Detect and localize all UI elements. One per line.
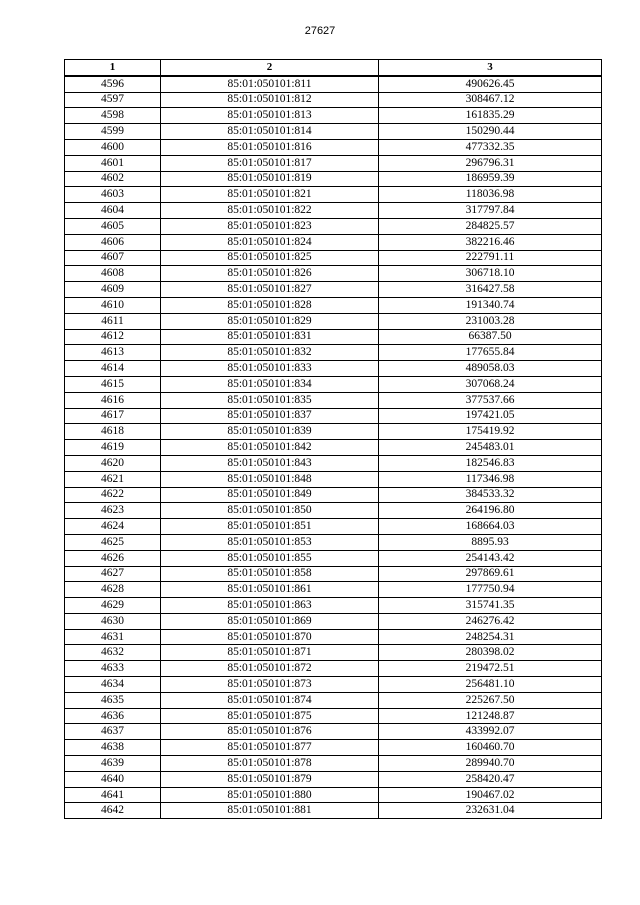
- value-cell: 219472.51: [379, 661, 602, 677]
- row-number-cell: 4637: [65, 724, 161, 740]
- value-cell: 8895.93: [379, 534, 602, 550]
- table-row: [65, 76, 602, 92]
- cadastral-number-cell: 85:01:050101:855: [161, 550, 379, 566]
- value-cell: 246276.42: [379, 613, 602, 629]
- value-cell: 490626.45: [379, 76, 602, 92]
- value-cell: 182546.83: [379, 455, 602, 471]
- row-number-cell: 4604: [65, 203, 161, 219]
- table-row: [65, 313, 602, 329]
- value-cell: 307068.24: [379, 376, 602, 392]
- value-cell: 175419.92: [379, 424, 602, 440]
- table-row: [65, 677, 602, 693]
- value-cell: 150290.44: [379, 124, 602, 140]
- value-cell: 264196.80: [379, 503, 602, 519]
- row-number-cell: 4640: [65, 771, 161, 787]
- row-number-cell: 4634: [65, 677, 161, 693]
- value-cell: 177750.94: [379, 582, 602, 598]
- value-cell: 477332.35: [379, 139, 602, 155]
- column-header-1: 1: [65, 60, 161, 76]
- data-table: [64, 59, 602, 819]
- cadastral-number-cell: 85:01:050101:826: [161, 266, 379, 282]
- row-number-cell: 4626: [65, 550, 161, 566]
- cadastral-number-cell: 85:01:050101:842: [161, 440, 379, 456]
- value-cell: 117346.98: [379, 471, 602, 487]
- table-row: [65, 503, 602, 519]
- cadastral-number-cell: 85:01:050101:829: [161, 313, 379, 329]
- cadastral-number-cell: 85:01:050101:878: [161, 756, 379, 772]
- cadastral-number-cell: 85:01:050101:849: [161, 487, 379, 503]
- table-row: [65, 408, 602, 424]
- row-number-cell: 4636: [65, 708, 161, 724]
- row-number-cell: 4599: [65, 124, 161, 140]
- table-row: [65, 487, 602, 503]
- row-number-cell: 4617: [65, 408, 161, 424]
- cadastral-number-cell: 85:01:050101:822: [161, 203, 379, 219]
- table-row: [65, 424, 602, 440]
- row-number-cell: 4612: [65, 329, 161, 345]
- value-cell: 433992.07: [379, 724, 602, 740]
- row-number-cell: 4628: [65, 582, 161, 598]
- table-row: [65, 756, 602, 772]
- value-cell: 66387.50: [379, 329, 602, 345]
- value-cell: 297869.61: [379, 566, 602, 582]
- table-row: [65, 740, 602, 756]
- row-number-cell: 4627: [65, 566, 161, 582]
- cadastral-number-cell: 85:01:050101:827: [161, 282, 379, 298]
- value-cell: 191340.74: [379, 297, 602, 313]
- row-number-cell: 4598: [65, 108, 161, 124]
- table-row: [65, 218, 602, 234]
- cadastral-number-cell: 85:01:050101:853: [161, 534, 379, 550]
- row-number-cell: 4621: [65, 471, 161, 487]
- value-cell: 160460.70: [379, 740, 602, 756]
- cadastral-number-cell: 85:01:050101:824: [161, 234, 379, 250]
- row-number-cell: 4642: [65, 803, 161, 819]
- row-number-cell: 4639: [65, 756, 161, 772]
- table-row: [65, 613, 602, 629]
- value-cell: 377537.66: [379, 392, 602, 408]
- table-row: [65, 171, 602, 187]
- table-row: [65, 519, 602, 535]
- cadastral-number-cell: 85:01:050101:811: [161, 76, 379, 92]
- cadastral-number-cell: 85:01:050101:879: [161, 771, 379, 787]
- cadastral-number-cell: 85:01:050101:877: [161, 740, 379, 756]
- value-cell: 118036.98: [379, 187, 602, 203]
- row-number-cell: 4635: [65, 692, 161, 708]
- column-header-3: 3: [379, 60, 602, 76]
- page-number: 27627: [304, 25, 336, 37]
- table-row: [65, 345, 602, 361]
- value-cell: 231003.28: [379, 313, 602, 329]
- table-row: [65, 203, 602, 219]
- table-row: [65, 124, 602, 140]
- row-number-cell: 4620: [65, 455, 161, 471]
- cadastral-number-cell: 85:01:050101:814: [161, 124, 379, 140]
- row-number-cell: 4603: [65, 187, 161, 203]
- row-number-cell: 4631: [65, 629, 161, 645]
- row-number-cell: 4605: [65, 218, 161, 234]
- row-number-cell: 4601: [65, 155, 161, 171]
- cadastral-number-cell: 85:01:050101:876: [161, 724, 379, 740]
- row-number-cell: 4611: [65, 313, 161, 329]
- table-row: [65, 92, 602, 108]
- row-number-cell: 4609: [65, 282, 161, 298]
- row-number-cell: 4622: [65, 487, 161, 503]
- row-number-cell: 4600: [65, 139, 161, 155]
- value-cell: 258420.47: [379, 771, 602, 787]
- value-cell: 382216.46: [379, 234, 602, 250]
- row-number-cell: 4623: [65, 503, 161, 519]
- value-cell: 317797.84: [379, 203, 602, 219]
- cadastral-number-cell: 85:01:050101:817: [161, 155, 379, 171]
- table-row: [65, 550, 602, 566]
- table-row: [65, 771, 602, 787]
- table-row: [65, 534, 602, 550]
- row-number-cell: 4616: [65, 392, 161, 408]
- table-row: [65, 708, 602, 724]
- value-cell: 186959.39: [379, 171, 602, 187]
- row-number-cell: 4632: [65, 645, 161, 661]
- row-number-cell: 4638: [65, 740, 161, 756]
- table-row: [65, 139, 602, 155]
- cadastral-number-cell: 85:01:050101:813: [161, 108, 379, 124]
- row-number-cell: 4596: [65, 76, 161, 92]
- row-number-cell: 4602: [65, 171, 161, 187]
- cadastral-number-cell: 85:01:050101:850: [161, 503, 379, 519]
- cadastral-number-cell: 85:01:050101:833: [161, 361, 379, 377]
- table-row: [65, 108, 602, 124]
- table-row: [65, 361, 602, 377]
- table-row: [65, 598, 602, 614]
- table-row: [65, 440, 602, 456]
- cadastral-number-cell: 85:01:050101:874: [161, 692, 379, 708]
- value-cell: 225267.50: [379, 692, 602, 708]
- row-number-cell: 4629: [65, 598, 161, 614]
- table-row: [65, 297, 602, 313]
- table-row: [65, 155, 602, 171]
- table-row: [65, 471, 602, 487]
- cadastral-number-cell: 85:01:050101:825: [161, 250, 379, 266]
- value-cell: 306718.10: [379, 266, 602, 282]
- cadastral-number-cell: 85:01:050101:832: [161, 345, 379, 361]
- value-cell: 232631.04: [379, 803, 602, 819]
- table-row: [65, 282, 602, 298]
- cadastral-number-cell: 85:01:050101:819: [161, 171, 379, 187]
- cadastral-number-cell: 85:01:050101:880: [161, 787, 379, 803]
- table-row: [65, 582, 602, 598]
- cadastral-number-cell: 85:01:050101:870: [161, 629, 379, 645]
- table-row: [65, 645, 602, 661]
- row-number-cell: 4615: [65, 376, 161, 392]
- table-body: [65, 76, 602, 819]
- row-number-cell: 4597: [65, 92, 161, 108]
- cadastral-number-cell: 85:01:050101:837: [161, 408, 379, 424]
- table-row: [65, 787, 602, 803]
- table-row: [65, 692, 602, 708]
- cadastral-number-cell: 85:01:050101:872: [161, 661, 379, 677]
- table-row: [65, 266, 602, 282]
- value-cell: 384533.32: [379, 487, 602, 503]
- table-row: [65, 455, 602, 471]
- row-number-cell: 4624: [65, 519, 161, 535]
- cadastral-number-cell: 85:01:050101:831: [161, 329, 379, 345]
- cadastral-number-cell: 85:01:050101:816: [161, 139, 379, 155]
- row-number-cell: 4614: [65, 361, 161, 377]
- cadastral-number-cell: 85:01:050101:875: [161, 708, 379, 724]
- cadastral-number-cell: 85:01:050101:839: [161, 424, 379, 440]
- cadastral-number-cell: 85:01:050101:861: [161, 582, 379, 598]
- cadastral-number-cell: 85:01:050101:812: [161, 92, 379, 108]
- table-row: [65, 376, 602, 392]
- value-cell: 177655.84: [379, 345, 602, 361]
- cadastral-number-cell: 85:01:050101:835: [161, 392, 379, 408]
- value-cell: 190467.02: [379, 787, 602, 803]
- value-cell: 248254.31: [379, 629, 602, 645]
- row-number-cell: 4619: [65, 440, 161, 456]
- value-cell: 197421.05: [379, 408, 602, 424]
- value-cell: 245483.01: [379, 440, 602, 456]
- cadastral-number-cell: 85:01:050101:873: [161, 677, 379, 693]
- value-cell: 256481.10: [379, 677, 602, 693]
- row-number-cell: 4608: [65, 266, 161, 282]
- value-cell: 308467.12: [379, 92, 602, 108]
- value-cell: 222791.11: [379, 250, 602, 266]
- cadastral-number-cell: 85:01:050101:871: [161, 645, 379, 661]
- table-row: [65, 234, 602, 250]
- cadastral-number-cell: 85:01:050101:848: [161, 471, 379, 487]
- value-cell: 161835.29: [379, 108, 602, 124]
- column-header-2: 2: [161, 60, 379, 76]
- row-number-cell: 4641: [65, 787, 161, 803]
- value-cell: 280398.02: [379, 645, 602, 661]
- value-cell: 254143.42: [379, 550, 602, 566]
- cadastral-number-cell: 85:01:050101:821: [161, 187, 379, 203]
- table-row: [65, 566, 602, 582]
- cadastral-number-cell: 85:01:050101:869: [161, 613, 379, 629]
- table-header-row: [65, 60, 602, 76]
- cadastral-number-cell: 85:01:050101:851: [161, 519, 379, 535]
- cadastral-number-cell: 85:01:050101:834: [161, 376, 379, 392]
- cadastral-number-cell: 85:01:050101:828: [161, 297, 379, 313]
- value-cell: 121248.87: [379, 708, 602, 724]
- row-number-cell: 4607: [65, 250, 161, 266]
- value-cell: 289940.70: [379, 756, 602, 772]
- table-row: [65, 803, 602, 819]
- row-number-cell: 4606: [65, 234, 161, 250]
- cadastral-number-cell: 85:01:050101:881: [161, 803, 379, 819]
- value-cell: 284825.57: [379, 218, 602, 234]
- table-row: [65, 629, 602, 645]
- row-number-cell: 4610: [65, 297, 161, 313]
- cadastral-number-cell: 85:01:050101:843: [161, 455, 379, 471]
- row-number-cell: 4630: [65, 613, 161, 629]
- row-number-cell: 4613: [65, 345, 161, 361]
- table-row: [65, 250, 602, 266]
- value-cell: 296796.31: [379, 155, 602, 171]
- cadastral-number-cell: 85:01:050101:858: [161, 566, 379, 582]
- table-row: [65, 724, 602, 740]
- table-row: [65, 187, 602, 203]
- value-cell: 315741.35: [379, 598, 602, 614]
- row-number-cell: 4633: [65, 661, 161, 677]
- table-row: [65, 661, 602, 677]
- cadastral-number-cell: 85:01:050101:863: [161, 598, 379, 614]
- row-number-cell: 4618: [65, 424, 161, 440]
- cadastral-number-cell: 85:01:050101:823: [161, 218, 379, 234]
- value-cell: 489058.03: [379, 361, 602, 377]
- value-cell: 168664.03: [379, 519, 602, 535]
- table-row: [65, 329, 602, 345]
- row-number-cell: 4625: [65, 534, 161, 550]
- value-cell: 316427.58: [379, 282, 602, 298]
- table-row: [65, 392, 602, 408]
